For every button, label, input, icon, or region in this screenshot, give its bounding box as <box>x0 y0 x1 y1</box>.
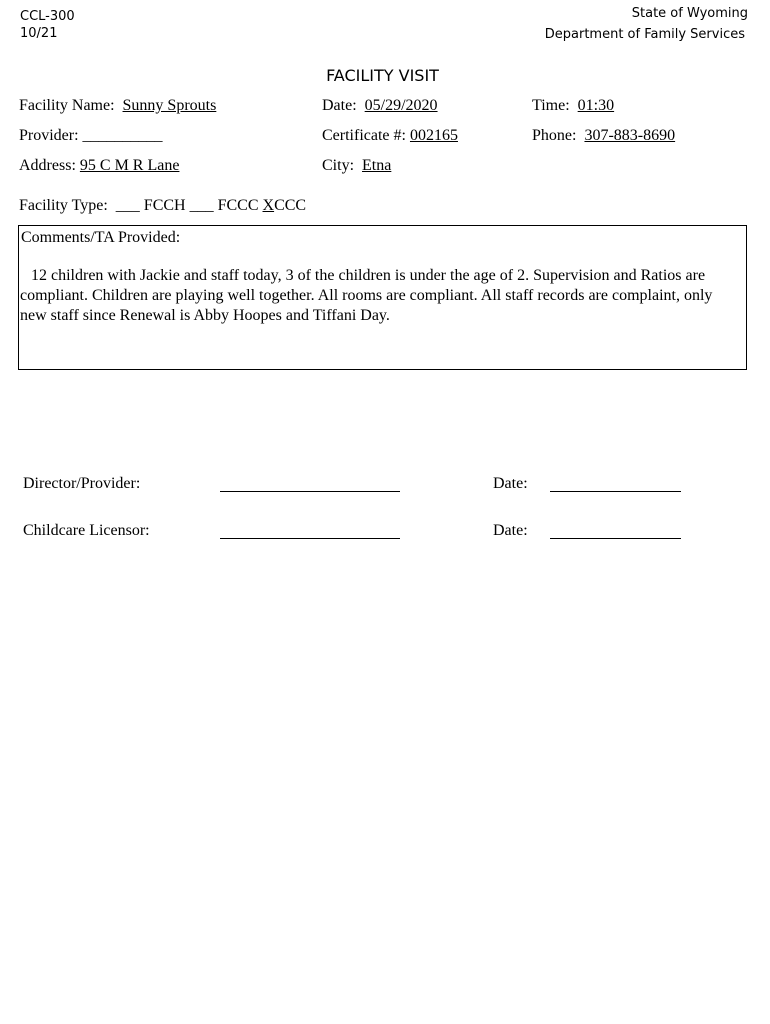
time-label: Time: <box>532 97 570 114</box>
director-signature-line <box>220 491 400 492</box>
time-row <box>532 96 614 116</box>
director-date-label: Date: <box>493 475 528 492</box>
licensor-date-label: Date: <box>493 522 528 539</box>
certificate-value: 002165 <box>409 127 458 144</box>
address-value: 95 C M R Lane <box>79 157 180 174</box>
director-provider-label: Director/Provider: <box>23 475 141 492</box>
facility-name-label: Facility Name: <box>19 97 115 114</box>
comments-text: 12 children with Jackie and staff today, 3 of the children is under the age of 2. Supervision and Ratios are compliant. Children are playing well together. All rooms are compliant. All staff records are complaint, only new staff since Renewal is Abby Hoopes and Tiffani Day. <box>20 267 713 324</box>
provider-row <box>19 126 163 146</box>
city-value: Etna <box>362 157 392 174</box>
date-value: 05/29/2020 <box>364 97 438 114</box>
city-label: City: <box>322 157 355 174</box>
fcch-mark: ___ <box>115 197 140 214</box>
state-name: State of Wyoming <box>631 6 748 21</box>
comments-label: Comments/TA Provided: <box>21 229 181 246</box>
licensor-signature-line <box>220 538 400 539</box>
phone-row <box>532 126 675 146</box>
phone-value: 307-883-8690 <box>584 127 676 144</box>
fcch-option: FCCH <box>143 197 186 214</box>
form-revision-date: 10/21 <box>20 26 58 41</box>
date-label: Date: <box>322 97 357 114</box>
ccc-option: CCC <box>274 197 307 214</box>
page-title: FACILITY VISIT <box>326 66 439 85</box>
fccc-mark: ___ <box>189 197 214 214</box>
address-label: Address: <box>19 157 76 174</box>
certificate-row <box>322 126 458 146</box>
licensor-date-line <box>550 538 681 539</box>
facility-name-value: Sunny Sprouts <box>122 97 217 114</box>
fccc-option: FCCC <box>217 197 259 214</box>
form-code: CCL-300 <box>20 9 75 24</box>
facility-name-row <box>19 96 216 116</box>
facility-type-label: Facility Type: <box>19 197 108 214</box>
provider-blank: __________ <box>82 127 163 144</box>
facility-type-row <box>19 196 306 216</box>
time-value: 01:30 <box>577 97 615 114</box>
phone-label: Phone: <box>532 127 577 144</box>
address-row <box>19 156 179 176</box>
comments-box <box>18 225 747 370</box>
date-row <box>322 96 438 116</box>
childcare-licensor-label: Childcare Licensor: <box>23 522 150 539</box>
provider-label: Provider: <box>19 127 79 144</box>
city-row <box>322 156 391 176</box>
department-name: Department of Family Services <box>544 27 745 42</box>
director-date-line <box>550 491 681 492</box>
certificate-label: Certificate #: <box>322 127 406 144</box>
ccc-mark: X <box>262 197 275 214</box>
